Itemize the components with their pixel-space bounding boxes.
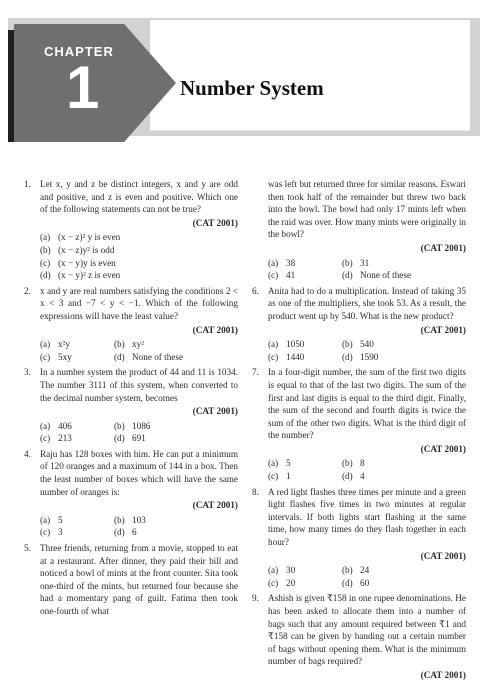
option: (b) 8 [342,458,365,469]
left-column [24,178,238,618]
option: (a) 30 [268,565,296,576]
question-source: (CAT 2001) [420,242,466,253]
option: (b) (x − z)y² is odd [40,244,115,255]
question-number: 9. [252,593,259,604]
question-source: (CAT 2001) [192,406,238,417]
question-number: 1. [24,179,31,189]
option: (d) (x − y)² z is even [40,270,121,281]
option: (a) 5 [268,458,291,469]
question-number: 8. [252,486,259,497]
question-number: 6. [252,285,259,296]
option: (c) 20 [268,577,296,588]
options [268,257,466,282]
question-number: 4. [24,448,31,459]
question-8 [252,486,466,590]
option: (a) 406 [40,420,72,431]
question-1 [24,178,238,282]
option: (b) 103 [114,514,146,525]
option: (b) 31 [342,257,370,268]
option: (a) 1050 [268,339,305,350]
option: (c) 213 [40,433,72,444]
question-2 [24,285,238,364]
option: (b) xy² [114,339,144,350]
question-7 [252,366,466,482]
question-3 [24,366,238,445]
question-number: 7. [252,367,259,378]
question-text: Ashish is given ₹158 in one rupee denominations. He has been asked to allocate them into a number of bags such that any amount required between ₹1 and ₹158 can be given by handing out a certain number of bags without opening them. What is the minimum number of bags required? [268,593,466,667]
option: (d) 4 [342,471,365,482]
question-number: 2. [24,285,31,296]
question-text: A red light flashes three times per minute and a green light flashes five times in two minutes at regular intervals. If both lights start flashing at the same time, how many times do they flash together in each hour? [268,486,466,548]
question-source: (CAT 2001) [192,217,238,228]
option: (d) 60 [342,577,370,588]
option: (d) 691 [114,433,146,444]
question-source: (CAT 2001) [420,550,466,561]
chapter-title: Number System [180,76,324,100]
options [40,338,238,363]
options [40,514,238,539]
question-source: (CAT 2001) [192,324,238,335]
option: (d) None of these [114,351,184,362]
chapter-header [0,0,480,150]
option: (a) 38 [268,257,296,268]
option: (c) 1440 [268,351,305,362]
option: (c) 41 [268,270,296,281]
question-text: In a four-digit number, the sum of the first two digits is equal to that of the last two digits. The sum of the first and last digits is equal to the third digit. Finally, the sum of the second and fourth digits is twice the sum of the other two digits. What is the third digit of the number? [268,367,466,441]
option: (c) 5xy [40,351,72,362]
option: (b) 540 [342,339,374,350]
options [268,564,466,589]
options [268,338,466,363]
options [40,231,238,281]
question-9 [252,592,466,681]
question-text: Three friends, returning from a movie, stopped to eat at a restaurant. After dinner, they paid their bill and noticed a bowl of mints at the front counter. Sita took one-third of the mints, but returned four because she had a momentary pang of guilt. Fatima then took one-fourth of what [40,543,238,616]
question-number: 5. [24,543,31,554]
option: (a) x²y [40,339,70,350]
option: (a) (x − z)² y is even [40,232,121,243]
question-text: was left but returned three for similar reasons. Eswari then took half of the remainder but threw two back into the bowl. The bowl had only 17 mints left when the raid was over. How many mints were originally in the bowl? [268,179,466,240]
title-panel [150,20,470,130]
question-text: Anita had to do a multiplication. Instead of taking 35 as one of the multipliers, she took 53. As a result, the product went up by 540. What is the new product? [268,285,466,321]
option: (c) 1 [268,471,291,482]
question-5-continued [252,178,466,282]
question-6 [252,285,466,364]
option: (c) (x − y)y is even [40,257,116,268]
option: (c) 3 [40,527,63,538]
right-column [252,178,466,684]
question-source: (CAT 2001) [420,443,466,454]
option: (a) 5 [40,514,63,525]
question-4 [24,448,238,539]
chapter-number: 1 [66,54,100,121]
question-5 [24,542,238,618]
option: (d) 1590 [342,351,379,362]
question-text: x and y are real numbers satisfying the conditions 2 < x < 3 and −7 < y < −1. Which of the following expressions will have the least value? [40,285,238,321]
chapter-label: CHAPTER [44,44,114,59]
question-source: (CAT 2001) [192,500,238,511]
question-number: 3. [24,367,31,378]
option: (b) 1086 [114,420,151,431]
question-source: (CAT 2001) [420,669,466,680]
options [40,420,238,445]
option: (d) 6 [114,527,137,538]
options [268,457,466,482]
option: (d) None of these [342,270,412,281]
question-text: Let x, y and z be distinct integers, x and y are odd and positive, and z is even and positive. Which one of the following statements can not be true? [40,179,238,215]
question-text: Raju has 128 boxes with him. He can put a minimum of 120 oranges and a maximum of 144 in a box. Then the least number of boxes which will have the same number of oranges is: [40,448,238,497]
question-text: In a number system the product of 44 and 11 is 1034. The number 3111 of this system, when converted to the decimal number system, becomes [40,367,238,403]
question-source: (CAT 2001) [420,324,466,335]
option: (b) 24 [342,565,370,576]
